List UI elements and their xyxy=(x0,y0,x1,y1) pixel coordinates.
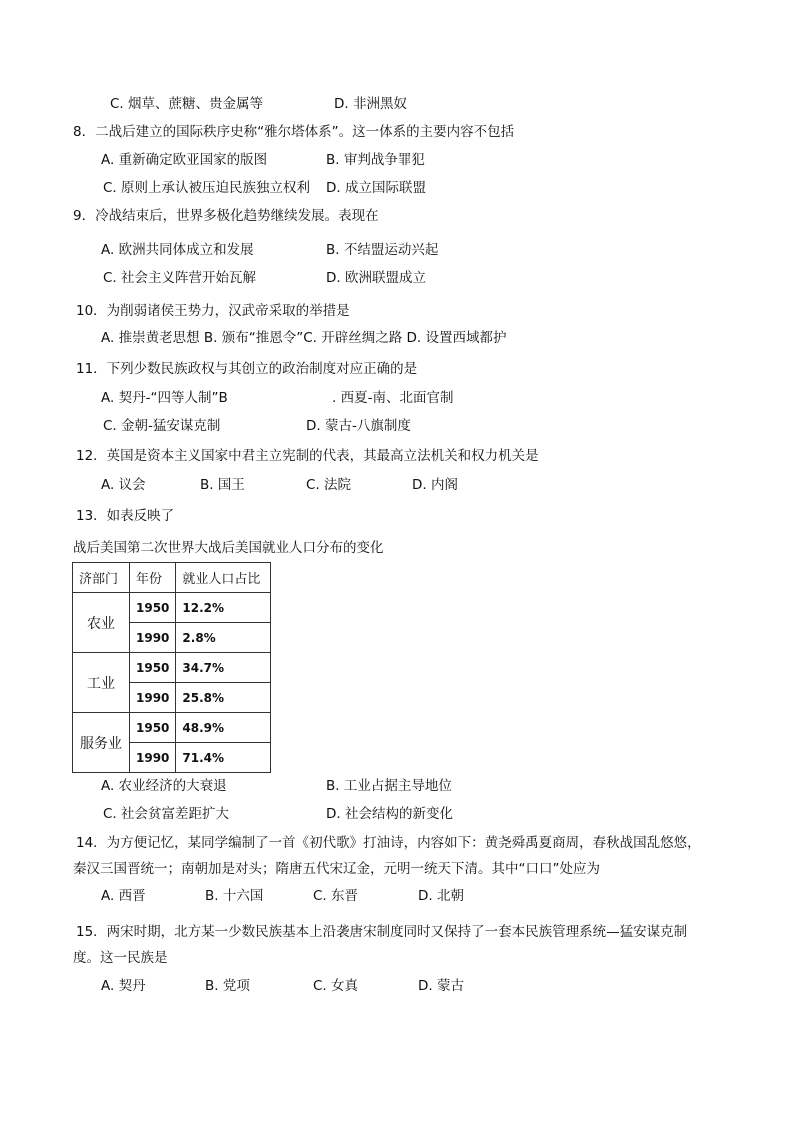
q11-option-b: . 西夏-南、北面官制 xyxy=(332,390,454,406)
q14-stem-line2: 秦汉三国晋统一；南朝加是对头；隋唐五代宋辽金，元明一统天下清。其中“口口”处应为 xyxy=(73,861,600,877)
q12-option-a: A. 议会 xyxy=(101,477,146,493)
share-cell: 12.2% xyxy=(176,593,271,623)
q13-stem: 13．如表反映了 xyxy=(76,508,175,524)
sector-cell: 服务业 xyxy=(73,713,130,773)
year-cell: 1950 xyxy=(130,653,176,683)
q9-stem: 9．冷战结束后，世界多极化趋势继续发展。表现在 xyxy=(73,208,379,224)
q11-option-a: A. 契丹-“四等人制”B xyxy=(101,390,228,406)
q15-option-c: C. 女真 xyxy=(313,978,359,994)
q15-option-d: D. 蒙古 xyxy=(418,978,464,994)
table-header-row xyxy=(73,563,271,593)
q15-stem-line1: 15．两宋时期，北方某一少数民族基本上沿袭唐宋制度同时又保持了一套本民族管理系统—猛安谋克制 xyxy=(76,924,688,940)
q8-option-c: C. 原则上承认被压迫民族独立权利 xyxy=(103,180,311,196)
q14-option-d: D. 北朝 xyxy=(418,888,464,904)
table-caption: 战后美国第二次世界大战后美国就业人口分布的变化 xyxy=(73,540,384,556)
header-year: 年份 xyxy=(130,563,176,593)
header-sector: 济部门 xyxy=(73,563,130,593)
q15-stem-line2: 度。这一民族是 xyxy=(73,950,168,966)
table-row xyxy=(73,653,271,683)
q14-option-c: C. 东晋 xyxy=(313,888,359,904)
q12-option-b: B. 国王 xyxy=(200,477,245,493)
table-row xyxy=(73,713,271,743)
q15-option-b: B. 党项 xyxy=(205,978,250,994)
year-cell: 1950 xyxy=(130,713,176,743)
q13-option-b: B. 工业占据主导地位 xyxy=(326,778,452,794)
q15-option-a: A. 契丹 xyxy=(101,978,146,994)
share-cell: 34.7% xyxy=(176,653,271,683)
q8-option-b: B. 审判战争罪犯 xyxy=(326,152,425,168)
year-cell: 1950 xyxy=(130,593,176,623)
share-cell: 2.8% xyxy=(176,623,271,653)
q13-option-a: A. 农业经济的大衰退 xyxy=(101,778,227,794)
table-row xyxy=(73,593,271,623)
q7-option-d: D. 非洲黑奴 xyxy=(334,96,407,112)
q10-options: A. 推崇黄老思想 B. 颁布“推恩令”C. 开辟丝绸之路 D. 设置西域都护 xyxy=(101,330,507,346)
employment-table xyxy=(72,562,271,773)
q8-stem: 8．二战后建立的国际秩序史称“雅尔塔体系”。这一体系的主要内容不包括 xyxy=(73,124,515,140)
q8-option-d: D. 成立国际联盟 xyxy=(326,180,426,196)
share-cell: 25.8% xyxy=(176,683,271,713)
q11-option-c: C. 金朝-猛安谋克制 xyxy=(103,418,221,434)
q12-option-c: C. 法院 xyxy=(306,477,352,493)
q11-option-d: D. 蒙古-八旗制度 xyxy=(306,418,411,434)
q12-stem: 12．英国是资本主义国家中君主立宪制的代表，其最高立法机关和权力机关是 xyxy=(76,448,539,464)
q9-option-a: A. 欧洲共同体成立和发展 xyxy=(101,242,254,258)
q14-option-b: B. 十六国 xyxy=(205,888,264,904)
share-cell: 71.4% xyxy=(176,743,271,773)
year-cell: 1990 xyxy=(130,743,176,773)
q10-stem: 10．为削弱诸侯王势力，汉武帝采取的举措是 xyxy=(76,303,350,319)
sector-cell: 农业 xyxy=(73,593,130,653)
year-cell: 1990 xyxy=(130,623,176,653)
q11-stem: 11．下列少数民族政权与其创立的政治制度对应正确的是 xyxy=(76,361,418,377)
q14-stem-line1: 14．为方便记忆，某同学编制了一首《初代歌》打油诗，内容如下：黄尧舜禹夏商周，春秋战国乱悠悠， xyxy=(76,835,701,851)
q13-option-c: C. 社会贫富差距扩大 xyxy=(103,806,230,822)
q9-option-c: C. 社会主义阵营开始瓦解 xyxy=(103,270,257,286)
header-share: 就业人口占比 xyxy=(176,563,271,593)
q13-option-d: D. 社会结构的新变化 xyxy=(326,806,453,822)
q9-option-b: B. 不结盟运动兴起 xyxy=(326,242,439,258)
sector-cell: 工业 xyxy=(73,653,130,713)
q8-option-a: A. 重新确定欧亚国家的版图 xyxy=(101,152,268,168)
share-cell: 48.9% xyxy=(176,713,271,743)
q7-option-c: C. 烟草、蔗糖、贵金属等 xyxy=(110,96,264,112)
q9-option-d: D. 欧洲联盟成立 xyxy=(326,270,426,286)
year-cell: 1990 xyxy=(130,683,176,713)
q12-option-d: D. 内阁 xyxy=(412,477,458,493)
q14-option-a: A. 西晋 xyxy=(101,888,146,904)
